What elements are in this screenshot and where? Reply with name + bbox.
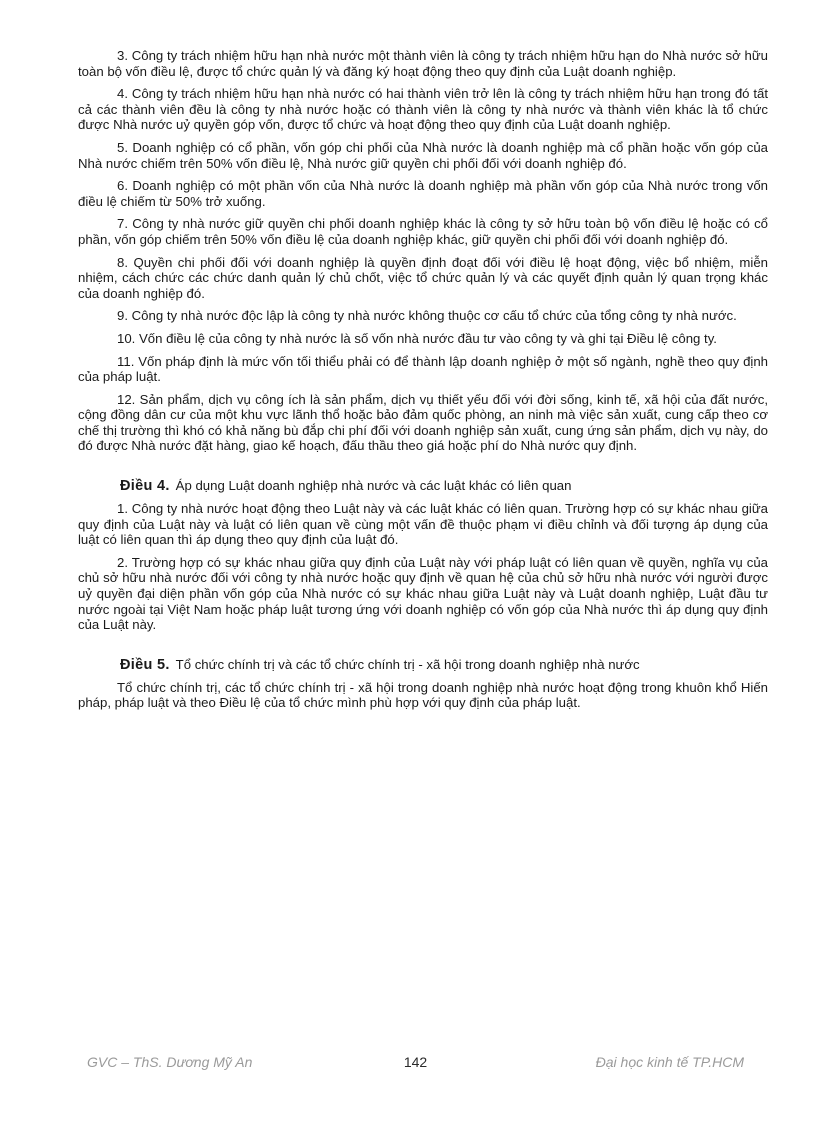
paragraph-clause-9: 9. Công ty nhà nước độc lập là công ty nhà nước không thuộc cơ cấu tổ chức của tổng công ty nhà nước. [117,308,737,324]
article-4-label: Điều 4. [120,478,170,495]
footer-institution: Đại học kinh tế TP.HCM [595,1054,744,1070]
article-5-heading [78,657,768,673]
paragraph-clause-7: 7. Công ty nhà nước giữ quyền chi phối doanh nghiệp khác là công ty sở hữu toàn bộ vốn điều lệ hoặc có cổ phần, vốn góp chiếm trên 50% vốn điều lệ của doanh nghiệp khác, giữ quyền chi phối đối với doanh nghiệp đó. [78,216,768,247]
article-5-title: Tổ chức chính trị và các tổ chức chính trị - xã hội trong doanh nghiệp nhà nước [175,656,640,672]
article-4-paragraph-1: 1. Công ty nhà nước hoạt động theo Luật này và các luật khác có liên quan. Trường hợp có sự khác nhau giữa quy định của Luật này và luật có liên quan về cùng một vấn đề thuộc phạm vi điều chỉnh và đối tượng áp dụng của luật có liên quan thì áp dụng theo quy định của luật đó. [78,501,768,548]
article-5-label: Điều 5. [120,656,170,673]
paragraph-clause-3: 3. Công ty trách nhiệm hữu hạn nhà nước một thành viên là công ty trách nhiệm hữu hạn do Nhà nước sở hữu toàn bộ vốn điều lệ, được tổ chức quản lý và đăng ký hoạt động theo quy định của Luật doanh nghiệp. [78,48,768,79]
article-4-heading [78,478,768,494]
paragraph-clause-11: 11. Vốn pháp định là mức vốn tối thiểu phải có để thành lập doanh nghiệp ở một số ngành, nghề theo quy định của pháp luật. [78,353,768,385]
page-footer [87,1054,744,1074]
page-body [78,48,768,718]
paragraph-clause-10: 10. Vốn điều lệ của công ty nhà nước là số vốn nhà nước đầu tư vào công ty và ghi tại Điều lệ công ty. [117,330,717,346]
footer-page-number: 142 [403,1054,428,1070]
paragraph-clause-6: 6. Doanh nghiệp có một phần vốn của Nhà nước là doanh nghiệp mà phần vốn góp của Nhà nước trong vốn điều lệ chiếm từ 50% trở xuống. [78,178,768,209]
article-4-paragraph-2: 2. Trường hợp có sự khác nhau giữa quy định của Luật này với pháp luật có liên quan về quyền, nghĩa vụ của chủ sở hữu nhà nước đối với công ty nhà nước hoặc quy định về quan hệ của chủ sở hữu nhà nước với người được uỷ quyền đại diện phần vốn góp của Nhà nước có sự khác nhau giữa Luật này và Luật doanh nghiệp, Luật đầu tư nước ngoài tại Việt Nam hoặc pháp luật tương ứng với doanh nghiệp có vốn góp của Nhà nước thì áp dụng quy định của Luật này. [78,554,768,633]
article-5-paragraph-1: Tổ chức chính trị, các tổ chức chính trị - xã hội trong doanh nghiệp nhà nước hoạt động trong khuôn khổ Hiến pháp, pháp luật và theo Điều lệ của tổ chức mình phù hợp với quy định của pháp luật. [78,679,768,711]
footer-author: GVC – ThS. Dương Mỹ An [87,1054,253,1070]
paragraph-clause-8: 8. Quyền chi phối đối với doanh nghiệp là quyền định đoạt đối với điều lệ hoạt động, việc bổ nhiệm, miễn nhiệm, cách chức các chức danh quản lý chủ chốt, việc tổ chức quản lý và các quyết định quản lý quan trọng khác của doanh nghiệp đó. [78,254,768,301]
paragraph-clause-12: 12. Sản phẩm, dịch vụ công ích là sản phẩm, dịch vụ thiết yếu đối với đời sống, kinh tế, xã hội của đất nước, cộng đồng dân cư của một khu vực lãnh thổ hoặc bảo đảm quốc phòng, an ninh mà việc sản xuất, cung cấp theo cơ chế thị trường thì khó có khả năng bù đắp chi phí đối với doanh nghiệp sản xuất, cung ứng sản phẩm, dịch vụ này, do đó được Nhà nước đặt hàng, giao kế hoạch, đấu thầu theo giá hoặc phí do Nhà nước quy định. [78,391,768,454]
article-4-title: Áp dụng Luật doanh nghiệp nhà nước và các luật khác có liên quan [175,478,572,494]
paragraph-clause-5: 5. Doanh nghiệp có cổ phần, vốn góp chi phối của Nhà nước là doanh nghiệp mà cổ phần hoặc vốn góp của Nhà nước chiếm trên 50% vốn điều lệ, Nhà nước giữ quyền chi phối đối với doanh nghiệp đó. [78,139,768,171]
paragraph-clause-4: 4. Công ty trách nhiệm hữu hạn nhà nước có hai thành viên trở lên là công ty trách nhiệm hữu hạn trong đó tất cả các thành viên đều là công ty nhà nước hoặc có thành viên là công ty nhà nước và thành viên khác là tổ chức được Nhà nước uỷ quyền góp vốn, được tổ chức và hoạt động theo quy định của Luật doanh nghiệp. [78,86,768,133]
